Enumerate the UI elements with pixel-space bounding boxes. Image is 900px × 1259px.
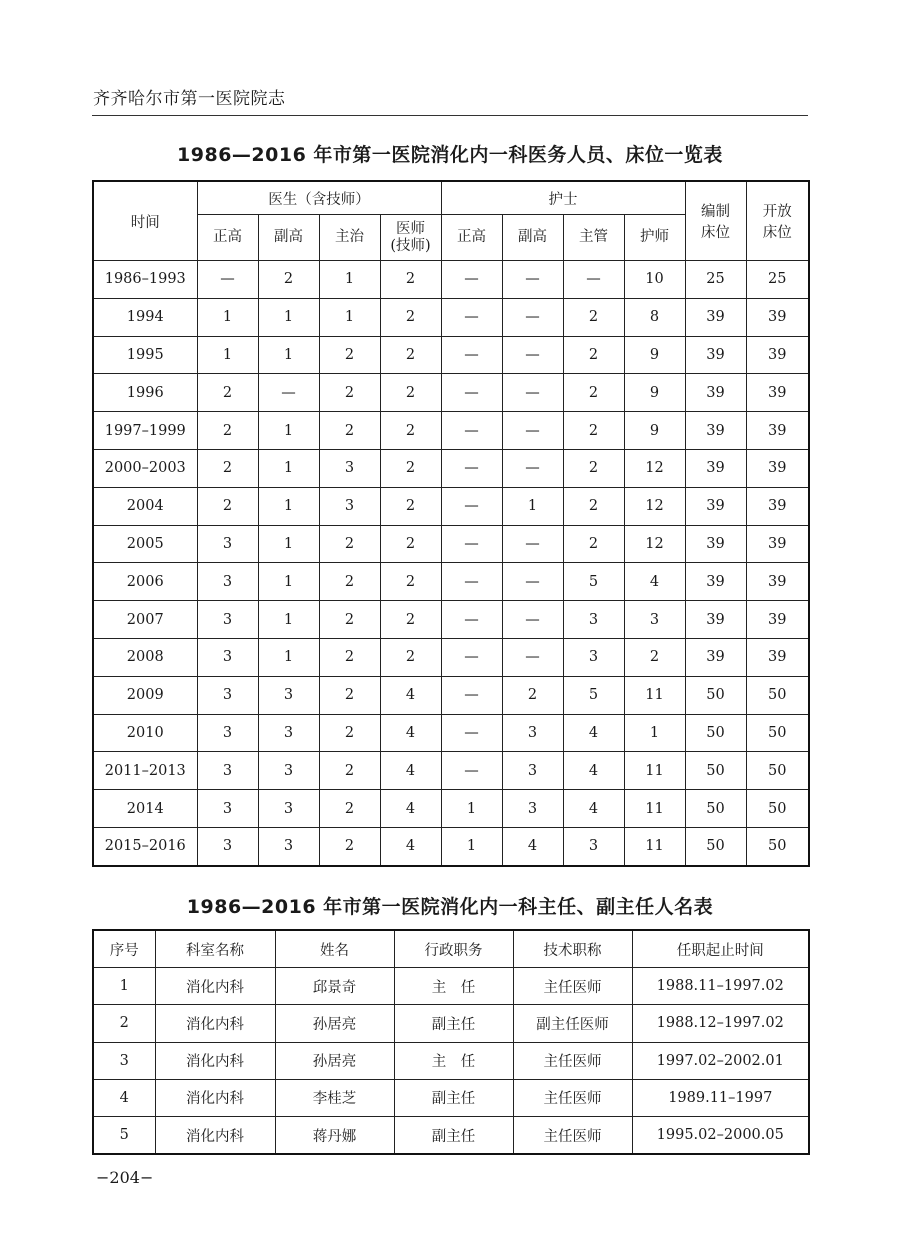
cell-nurse-senior: 1 xyxy=(441,827,502,865)
cell-nurse-charge: 2 xyxy=(563,487,624,525)
cell-planned-beds: 50 xyxy=(685,790,746,828)
cell-nurse-associate: — xyxy=(502,261,563,299)
cell-department: 消化内科 xyxy=(155,1042,275,1079)
cell-doctor-associate: 1 xyxy=(258,601,319,639)
header-nurse-senior: 正高 xyxy=(441,215,502,261)
table-row xyxy=(93,449,809,487)
table-row xyxy=(93,1005,809,1042)
cell-nurse-nurse: 11 xyxy=(624,676,685,714)
header-doctor-senior: 正高 xyxy=(197,215,258,261)
cell-doctor-attending: 2 xyxy=(319,412,380,450)
cell-term: 1995.02–2000.05 xyxy=(632,1116,809,1154)
cell-nurse-charge: 3 xyxy=(563,601,624,639)
cell-nurse-nurse: 10 xyxy=(624,261,685,299)
cell-nurse-associate: 1 xyxy=(502,487,563,525)
cell-doctor-associate: 1 xyxy=(258,638,319,676)
cell-time: 1997–1999 xyxy=(93,412,197,450)
cell-doctor-senior: 3 xyxy=(197,790,258,828)
header-nurse-associate: 副高 xyxy=(502,215,563,261)
cell-nurse-nurse: 2 xyxy=(624,638,685,676)
cell-doctor-attending: 3 xyxy=(319,487,380,525)
header-time: 时间 xyxy=(93,181,197,261)
cell-doctor-senior: 3 xyxy=(197,638,258,676)
cell-planned-beds: 50 xyxy=(685,827,746,865)
cell-nurse-senior: — xyxy=(441,752,502,790)
cell-doctor-physician: 2 xyxy=(380,298,441,336)
cell-department: 消化内科 xyxy=(155,1079,275,1116)
table-row xyxy=(93,1079,809,1116)
table-row xyxy=(93,827,809,865)
table-row xyxy=(93,563,809,601)
cell-time: 2011–2013 xyxy=(93,752,197,790)
cell-nurse-charge: 2 xyxy=(563,412,624,450)
cell-nurse-senior: — xyxy=(441,638,502,676)
cell-nurse-senior: 1 xyxy=(441,790,502,828)
cell-open-beds: 39 xyxy=(746,336,809,374)
cell-doctor-attending: 2 xyxy=(319,676,380,714)
cell-admin-post: 副主任 xyxy=(394,1116,513,1154)
cell-nurse-senior: — xyxy=(441,412,502,450)
cell-nurse-nurse: 12 xyxy=(624,487,685,525)
cell-open-beds: 39 xyxy=(746,525,809,563)
table-row xyxy=(93,790,809,828)
cell-doctor-physician: 2 xyxy=(380,487,441,525)
cell-open-beds: 39 xyxy=(746,412,809,450)
cell-open-beds: 50 xyxy=(746,827,809,865)
cell-doctor-senior: 3 xyxy=(197,827,258,865)
table-row xyxy=(93,752,809,790)
cell-tech-title: 副主任医师 xyxy=(513,1005,632,1042)
header-doctor-attending: 主治 xyxy=(319,215,380,261)
director-table-title: 1986—2016 年市第一医院消化内一科主任、副主任人名表 xyxy=(186,896,714,918)
cell-open-beds: 39 xyxy=(746,449,809,487)
page-number: −204− xyxy=(96,1168,154,1187)
cell-nurse-charge: 2 xyxy=(563,298,624,336)
cell-time: 2006 xyxy=(93,563,197,601)
cell-doctor-physician: 4 xyxy=(380,790,441,828)
cell-doctor-senior: 2 xyxy=(197,449,258,487)
cell-nurse-nurse: 9 xyxy=(624,336,685,374)
cell-name: 邱景奇 xyxy=(275,968,394,1005)
cell-doctor-senior: 3 xyxy=(197,601,258,639)
cell-nurse-nurse: 12 xyxy=(624,525,685,563)
cell-nurse-senior: — xyxy=(441,676,502,714)
cell-doctor-attending: 2 xyxy=(319,827,380,865)
table-row xyxy=(93,298,809,336)
cell-planned-beds: 39 xyxy=(685,525,746,563)
table-row xyxy=(93,638,809,676)
cell-doctor-attending: 1 xyxy=(319,261,380,299)
cell-name: 孙居亮 xyxy=(275,1042,394,1079)
cell-doctor-physician: 2 xyxy=(380,563,441,601)
table-row xyxy=(93,714,809,752)
table-row xyxy=(93,968,809,1005)
cell-doctor-senior: 1 xyxy=(197,336,258,374)
cell-nurse-associate: 2 xyxy=(502,676,563,714)
cell-open-beds: 50 xyxy=(746,752,809,790)
cell-doctor-physician: 4 xyxy=(380,827,441,865)
table-row xyxy=(93,374,809,412)
cell-planned-beds: 50 xyxy=(685,752,746,790)
cell-time: 1994 xyxy=(93,298,197,336)
cell-time: 2010 xyxy=(93,714,197,752)
cell-index: 2 xyxy=(93,1005,155,1042)
cell-nurse-nurse: 9 xyxy=(624,412,685,450)
cell-doctor-physician: 4 xyxy=(380,714,441,752)
cell-time: 2004 xyxy=(93,487,197,525)
cell-doctor-associate: 3 xyxy=(258,676,319,714)
cell-nurse-senior: — xyxy=(441,374,502,412)
cell-planned-beds: 39 xyxy=(685,336,746,374)
cell-nurse-charge: 2 xyxy=(563,336,624,374)
cell-open-beds: 25 xyxy=(746,261,809,299)
cell-doctor-senior: — xyxy=(197,261,258,299)
cell-doctor-attending: 2 xyxy=(319,336,380,374)
cell-nurse-senior: — xyxy=(441,525,502,563)
cell-planned-beds: 39 xyxy=(685,601,746,639)
cell-doctor-attending: 2 xyxy=(319,638,380,676)
cell-term: 1989.11–1997 xyxy=(632,1079,809,1116)
cell-doctor-associate: 1 xyxy=(258,336,319,374)
cell-doctor-senior: 2 xyxy=(197,412,258,450)
cell-doctor-physician: 4 xyxy=(380,676,441,714)
cell-doctor-physician: 4 xyxy=(380,752,441,790)
header-doctor-associate: 副高 xyxy=(258,215,319,261)
cell-tech-title: 主任医师 xyxy=(513,1042,632,1079)
cell-planned-beds: 39 xyxy=(685,412,746,450)
cell-open-beds: 39 xyxy=(746,638,809,676)
cell-time: 2008 xyxy=(93,638,197,676)
cell-nurse-associate: 3 xyxy=(502,790,563,828)
cell-nurse-nurse: 11 xyxy=(624,790,685,828)
cell-doctor-senior: 3 xyxy=(197,563,258,601)
header-doctor-physician: 医师 (技师) xyxy=(380,215,441,261)
staff-beds-table xyxy=(92,180,810,867)
cell-nurse-senior: — xyxy=(441,714,502,752)
header-nurse-charge: 主管 xyxy=(563,215,624,261)
cell-doctor-attending: 2 xyxy=(319,601,380,639)
cell-nurse-nurse: 9 xyxy=(624,374,685,412)
cell-nurse-charge: 2 xyxy=(563,525,624,563)
cell-index: 1 xyxy=(93,968,155,1005)
cell-doctor-associate: 1 xyxy=(258,487,319,525)
table-row xyxy=(93,336,809,374)
header-term: 任职起止时间 xyxy=(632,930,809,968)
cell-doctor-associate: — xyxy=(258,374,319,412)
cell-planned-beds: 39 xyxy=(685,563,746,601)
cell-time: 2015–2016 xyxy=(93,827,197,865)
cell-time: 1995 xyxy=(93,336,197,374)
cell-doctor-physician: 2 xyxy=(380,601,441,639)
cell-nurse-associate: — xyxy=(502,563,563,601)
director-table xyxy=(92,929,810,1155)
cell-nurse-charge: 4 xyxy=(563,714,624,752)
cell-doctor-physician: 2 xyxy=(380,374,441,412)
cell-doctor-senior: 2 xyxy=(197,487,258,525)
cell-doctor-physician: 2 xyxy=(380,336,441,374)
cell-doctor-attending: 2 xyxy=(319,563,380,601)
cell-doctor-attending: 1 xyxy=(319,298,380,336)
cell-planned-beds: 39 xyxy=(685,374,746,412)
cell-admin-post: 副主任 xyxy=(394,1005,513,1042)
header-doctor-group: 医生（含技师） xyxy=(197,181,441,215)
cell-open-beds: 50 xyxy=(746,790,809,828)
cell-doctor-attending: 2 xyxy=(319,752,380,790)
table-row xyxy=(93,487,809,525)
cell-doctor-attending: 2 xyxy=(319,714,380,752)
header-index: 序号 xyxy=(93,930,155,968)
cell-nurse-associate: 4 xyxy=(502,827,563,865)
cell-tech-title: 主任医师 xyxy=(513,1116,632,1154)
header-nurse-nurse: 护师 xyxy=(624,215,685,261)
cell-planned-beds: 39 xyxy=(685,298,746,336)
cell-nurse-charge: 4 xyxy=(563,790,624,828)
cell-name: 李桂芝 xyxy=(275,1079,394,1116)
cell-nurse-charge: 5 xyxy=(563,563,624,601)
cell-index: 5 xyxy=(93,1116,155,1154)
cell-time: 1986–1993 xyxy=(93,261,197,299)
cell-doctor-attending: 3 xyxy=(319,449,380,487)
running-head: 齐齐哈尔市第一医院院志 xyxy=(93,89,286,109)
cell-planned-beds: 50 xyxy=(685,676,746,714)
cell-doctor-associate: 1 xyxy=(258,563,319,601)
cell-time: 2014 xyxy=(93,790,197,828)
cell-nurse-nurse: 4 xyxy=(624,563,685,601)
cell-name: 蒋丹娜 xyxy=(275,1116,394,1154)
header-department: 科室名称 xyxy=(155,930,275,968)
cell-doctor-senior: 2 xyxy=(197,374,258,412)
cell-department: 消化内科 xyxy=(155,1005,275,1042)
cell-nurse-associate: — xyxy=(502,374,563,412)
table-row xyxy=(93,525,809,563)
table-row xyxy=(93,676,809,714)
cell-nurse-associate: — xyxy=(502,638,563,676)
cell-nurse-nurse: 8 xyxy=(624,298,685,336)
cell-term: 1988.12–1997.02 xyxy=(632,1005,809,1042)
cell-nurse-nurse: 11 xyxy=(624,752,685,790)
header-planned-beds: 编制 床位 xyxy=(685,181,746,261)
cell-doctor-physician: 2 xyxy=(380,412,441,450)
cell-doctor-associate: 1 xyxy=(258,525,319,563)
cell-nurse-nurse: 11 xyxy=(624,827,685,865)
cell-doctor-attending: 2 xyxy=(319,525,380,563)
cell-doctor-associate: 1 xyxy=(258,412,319,450)
cell-nurse-senior: — xyxy=(441,336,502,374)
cell-doctor-associate: 3 xyxy=(258,714,319,752)
cell-index: 3 xyxy=(93,1042,155,1079)
table-row xyxy=(93,1116,809,1154)
cell-nurse-associate: — xyxy=(502,601,563,639)
header-tech-title: 技术职称 xyxy=(513,930,632,968)
cell-nurse-nurse: 12 xyxy=(624,449,685,487)
cell-open-beds: 39 xyxy=(746,374,809,412)
cell-open-beds: 39 xyxy=(746,298,809,336)
cell-nurse-associate: 3 xyxy=(502,714,563,752)
cell-nurse-associate: — xyxy=(502,412,563,450)
cell-open-beds: 39 xyxy=(746,601,809,639)
cell-doctor-attending: 2 xyxy=(319,790,380,828)
cell-doctor-associate: 1 xyxy=(258,298,319,336)
cell-index: 4 xyxy=(93,1079,155,1116)
cell-time: 2009 xyxy=(93,676,197,714)
cell-nurse-charge: 2 xyxy=(563,449,624,487)
cell-nurse-charge: 4 xyxy=(563,752,624,790)
cell-open-beds: 50 xyxy=(746,676,809,714)
cell-nurse-charge: 3 xyxy=(563,827,624,865)
cell-term: 1988.11–1997.02 xyxy=(632,968,809,1005)
cell-planned-beds: 50 xyxy=(685,714,746,752)
table-row xyxy=(93,412,809,450)
cell-nurse-associate: — xyxy=(502,525,563,563)
cell-planned-beds: 39 xyxy=(685,449,746,487)
cell-doctor-senior: 3 xyxy=(197,525,258,563)
cell-doctor-senior: 1 xyxy=(197,298,258,336)
cell-nurse-charge: 5 xyxy=(563,676,624,714)
table-row xyxy=(93,601,809,639)
cell-doctor-associate: 3 xyxy=(258,790,319,828)
cell-nurse-associate: 3 xyxy=(502,752,563,790)
cell-admin-post: 副主任 xyxy=(394,1079,513,1116)
cell-nurse-nurse: 3 xyxy=(624,601,685,639)
cell-nurse-senior: — xyxy=(441,563,502,601)
cell-time: 1996 xyxy=(93,374,197,412)
cell-doctor-associate: 3 xyxy=(258,752,319,790)
cell-nurse-senior: — xyxy=(441,449,502,487)
cell-nurse-senior: — xyxy=(441,601,502,639)
cell-doctor-senior: 3 xyxy=(197,714,258,752)
cell-open-beds: 50 xyxy=(746,714,809,752)
cell-admin-post: 主 任 xyxy=(394,968,513,1005)
cell-planned-beds: 25 xyxy=(685,261,746,299)
header-nurse-group: 护士 xyxy=(441,181,685,215)
cell-doctor-associate: 2 xyxy=(258,261,319,299)
cell-doctor-physician: 2 xyxy=(380,638,441,676)
cell-nurse-charge: — xyxy=(563,261,624,299)
cell-nurse-associate: — xyxy=(502,298,563,336)
staff-table-title: 1986—2016 年市第一医院消化内一科医务人员、床位一览表 xyxy=(177,144,723,166)
cell-department: 消化内科 xyxy=(155,1116,275,1154)
cell-open-beds: 39 xyxy=(746,563,809,601)
cell-open-beds: 39 xyxy=(746,487,809,525)
cell-doctor-senior: 3 xyxy=(197,676,258,714)
cell-tech-title: 主任医师 xyxy=(513,1079,632,1116)
cell-doctor-attending: 2 xyxy=(319,374,380,412)
cell-doctor-associate: 1 xyxy=(258,449,319,487)
cell-doctor-associate: 3 xyxy=(258,827,319,865)
cell-nurse-associate: — xyxy=(502,336,563,374)
cell-nurse-associate: — xyxy=(502,449,563,487)
cell-time: 2005 xyxy=(93,525,197,563)
table-row xyxy=(93,261,809,299)
header-open-beds: 开放 床位 xyxy=(746,181,809,261)
cell-doctor-physician: 2 xyxy=(380,261,441,299)
header-rule xyxy=(92,115,808,116)
cell-doctor-physician: 2 xyxy=(380,525,441,563)
cell-admin-post: 主 任 xyxy=(394,1042,513,1079)
table-row xyxy=(93,1042,809,1079)
cell-doctor-physician: 2 xyxy=(380,449,441,487)
cell-department: 消化内科 xyxy=(155,968,275,1005)
header-admin-post: 行政职务 xyxy=(394,930,513,968)
cell-nurse-senior: — xyxy=(441,298,502,336)
cell-nurse-charge: 2 xyxy=(563,374,624,412)
cell-tech-title: 主任医师 xyxy=(513,968,632,1005)
cell-nurse-charge: 3 xyxy=(563,638,624,676)
cell-term: 1997.02–2002.01 xyxy=(632,1042,809,1079)
header-name: 姓名 xyxy=(275,930,394,968)
cell-time: 2000–2003 xyxy=(93,449,197,487)
cell-planned-beds: 39 xyxy=(685,487,746,525)
cell-nurse-senior: — xyxy=(441,261,502,299)
cell-planned-beds: 39 xyxy=(685,638,746,676)
cell-name: 孙居亮 xyxy=(275,1005,394,1042)
cell-nurse-nurse: 1 xyxy=(624,714,685,752)
cell-nurse-senior: — xyxy=(441,487,502,525)
cell-doctor-senior: 3 xyxy=(197,752,258,790)
cell-time: 2007 xyxy=(93,601,197,639)
